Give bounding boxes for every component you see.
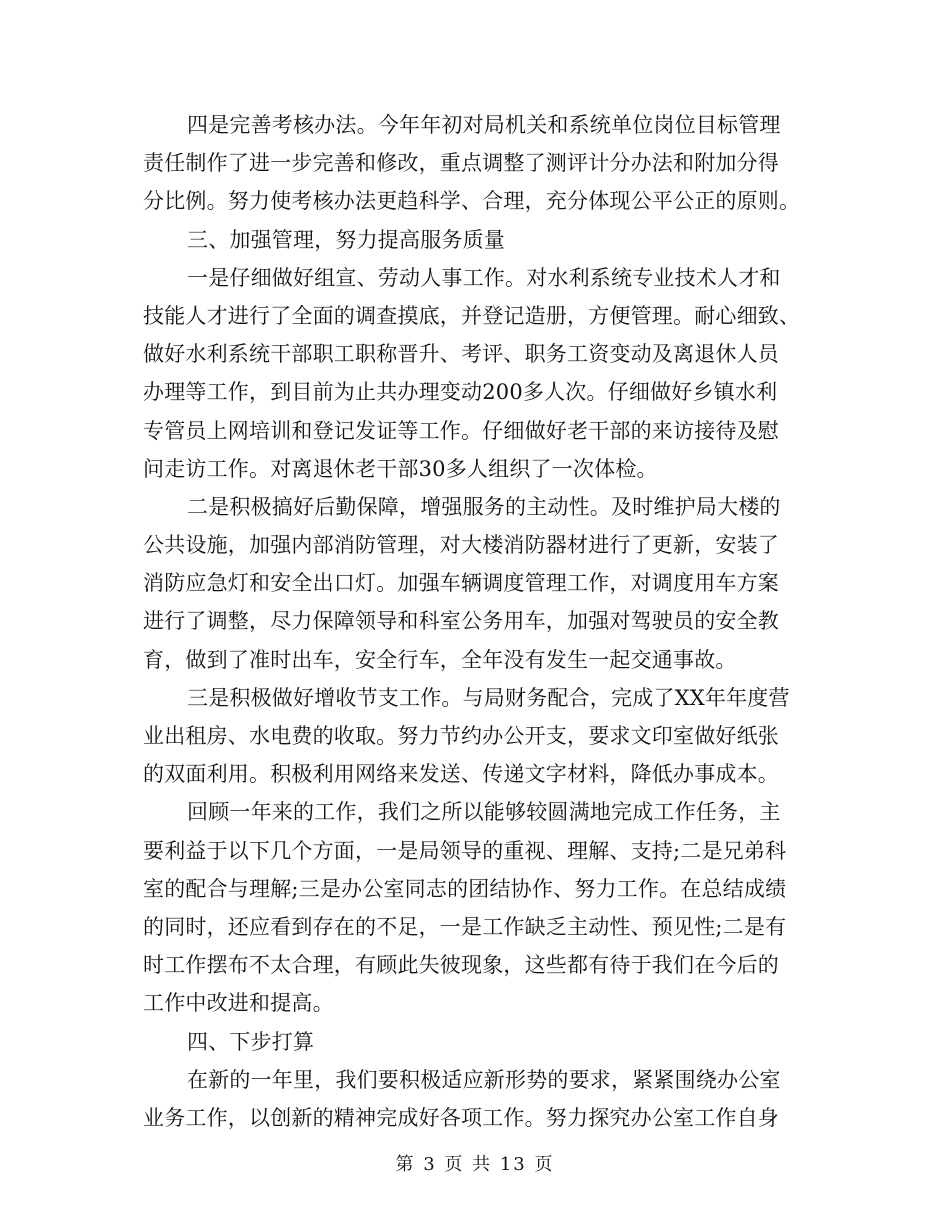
text-line: 消防应急灯和安全出口灯。加强车辆调度管理工作，对调度用车方案 <box>143 571 779 596</box>
text-line: 的同时，还应看到存在的不足，一是工作缺乏主动性、预见性;二是有 <box>143 914 787 939</box>
text-line: 育，做到了准时出车，安全行车，全年没有发生一起交通事故。 <box>143 647 737 672</box>
text-line: 二是积极搞好后勤保障，增强服务的主动性。及时维护局大楼的 <box>187 494 781 519</box>
text-line: 进行了调整，尽力保障领导和科室公务用车，加强对驾驶员的安全教 <box>143 609 779 634</box>
text-line: 问走访工作。对离退休老干部30多人组织了一次体检。 <box>143 456 658 481</box>
text-line: 一是仔细做好组宣、劳动人事工作。对水利系统专业技术人才和 <box>187 265 781 290</box>
text-line: 室的配合与理解;三是办公室同志的团结协作、努力工作。在总结成绩 <box>143 876 787 901</box>
page-number-footer: 第 3 页 共 13 页 <box>395 1154 555 1175</box>
document-body <box>143 106 809 1137</box>
text-line: 业务工作，以创新的精神完成好各项工作。努力探究办公室工作自身 <box>143 1105 779 1130</box>
text-line: 责任制作了进一步完善和修改，重点调整了测评计分办法和附加分得 <box>143 151 779 176</box>
text-line: 要利益于以下几个方面，一是局领导的重视、理解、支持;二是兄弟科 <box>143 838 787 863</box>
text-line: 三、加强管理，努力提高服务质量 <box>187 227 505 252</box>
text-line: 在新的一年里，我们要积极适应新形势的要求，紧紧围绕办公室 <box>187 1067 781 1092</box>
text-line: 回顾一年来的工作，我们之所以能够较圆满地完成工作任务，主 <box>187 800 781 825</box>
text-line: 公共设施，加强内部消防管理，对大楼消防器材进行了更新，安装了 <box>143 533 779 558</box>
text-line: 工作中改进和提高。 <box>143 991 334 1016</box>
text-line: 专管员上网培训和登记发证等工作。仔细做好老干部的来访接待及慰 <box>143 418 779 443</box>
text-line: 技能人才进行了全面的调查摸底，并登记造册，方便管理。耐心细致、 <box>143 303 801 328</box>
text-line: 做好水利系统干部职工职称晋升、考评、职务工资变动及离退休人员 <box>143 342 779 367</box>
text-line: 四是完善考核办法。今年年初对局机关和系统单位岗位目标管理 <box>187 113 781 137</box>
text-line: 办理等工作，到目前为止共办理变动200多人次。仔细做好乡镇水利 <box>143 380 778 405</box>
text-line: 三是积极做好增收节支工作。与局财务配合，完成了XX年年度营 <box>187 685 790 710</box>
text-line: 业出租房、水电费的收取。努力节约办公开支，要求文印室做好纸张 <box>143 724 779 748</box>
text-line: 分比例。努力使考核办法更趋科学、合理，充分体现公平公正的原则。 <box>143 189 801 214</box>
text-line: 的双面利用。积极利用网络来发送、传递文字材料，降低办事成本。 <box>143 762 779 787</box>
text-line: 时工作摆布不太合理，有顾此失彼现象，这些都有待于我们在今后的 <box>143 953 779 978</box>
text-line: 四、下步打算 <box>187 1029 315 1054</box>
